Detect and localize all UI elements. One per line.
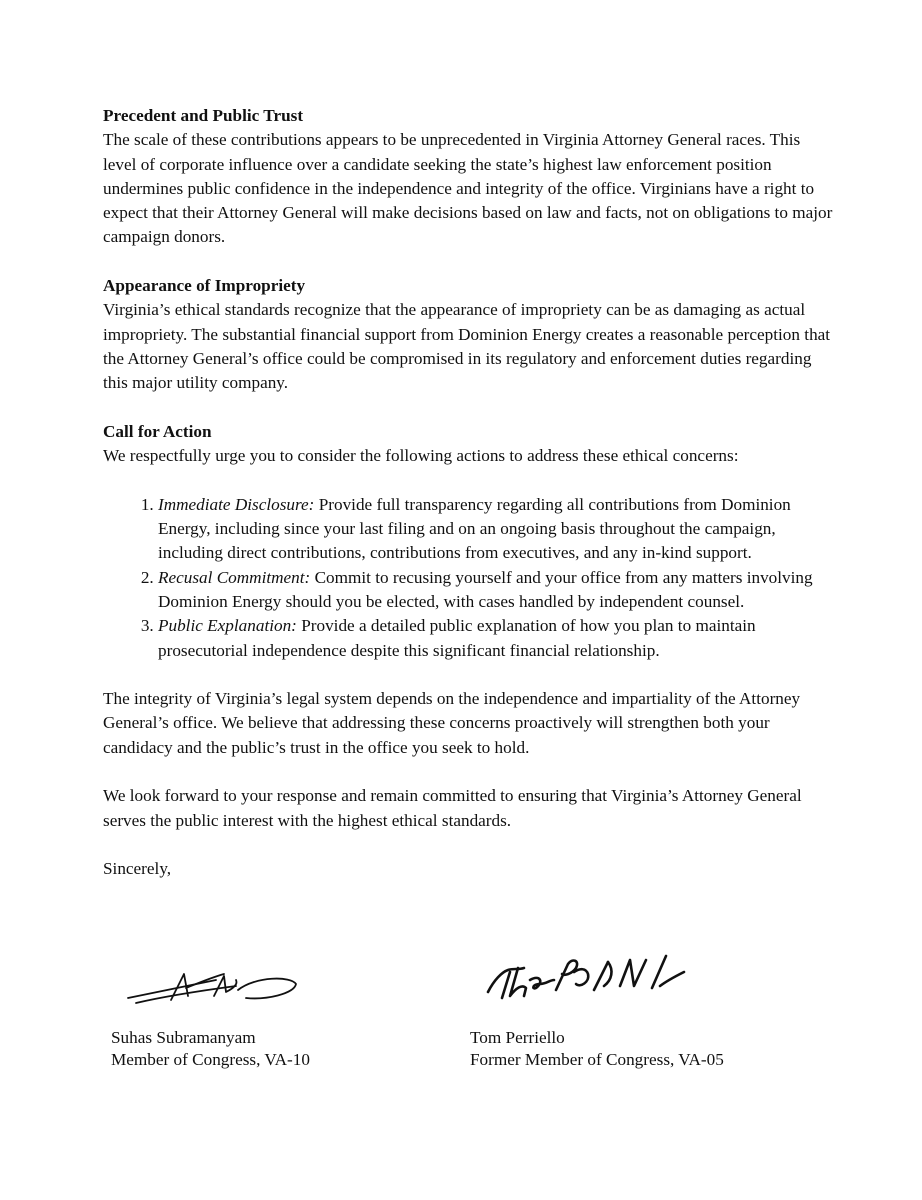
section-paragraph: The scale of these contributions appears to be unprecedented in Virginia Attorney General races. This level of corporate influence over a candidate seeking the state’s highest law enforcement position undermines public confidence in the independence and integrity of the office. Virginians have a right to expect that their Attorney General will make decisions based on law and facts, not on obligations to major campaign donors. [103, 130, 833, 247]
action-term: Immediate Disclosure: [158, 494, 315, 514]
letter-body [103, 104, 833, 882]
action-text: Commit to recusing yourself and your office from any matters involving Dominion Energy should you be elected, with cases handled by independent counsel. [158, 567, 813, 611]
list-item [158, 614, 833, 663]
closing-paragraph: The integrity of Virginia’s legal system depends on the independence and impartiality of the Attorney General’s office. We believe that addressing these concerns proactively will strengthen both your candidacy and the public’s trust in the office you seek to hold. [103, 689, 801, 757]
signatory-block-2 [470, 1027, 724, 1071]
section-heading: Call for Action [103, 421, 212, 441]
section-precedent [103, 104, 833, 250]
section-impropriety [103, 274, 833, 395]
signatory-title: Member of Congress, VA-10 [111, 1050, 310, 1069]
signatory-block-1 [111, 1027, 310, 1071]
section-call-for-action [103, 420, 833, 469]
signatory-name: Suhas Subramanyam [111, 1028, 256, 1047]
closing-paragraph: We look forward to your response and remain committed to ensuring that Virginia’s Attorney General serves the public interest with the highest ethical standards. [103, 786, 802, 830]
action-list [103, 493, 833, 663]
signature-perriello-image [484, 950, 689, 1005]
action-text: Provide full transparency regarding all contributions from Dominion Energy, including since your last filing and on an ongoing basis throughout the campaign, including direct contributions, contributions from executives, and any in-kind support. [158, 494, 791, 563]
list-item [158, 493, 833, 566]
signature-subramanyam-image [126, 966, 301, 1006]
list-item [158, 566, 833, 615]
section-heading: Precedent and Public Trust [103, 106, 304, 125]
signatory-title: Former Member of Congress, VA-05 [470, 1050, 724, 1069]
action-term: Public Explanation: [158, 616, 297, 636]
action-term: Recusal Commitment: [158, 567, 311, 587]
section-paragraph: We respectfully urge you to consider the following actions to address these ethical concerns: [103, 446, 739, 466]
section-heading: Appearance of Impropriety [103, 276, 306, 296]
section-paragraph: Virginia’s ethical standards recognize that the appearance of impropriety can be as damaging as actual impropriety. The substantial financial support from Dominion Energy creates a reasonable perception that the Attorney General’s office could be compromised in its regulatory and enforcement duties regarding this major utility company. [103, 300, 831, 393]
action-text: Provide a detailed public explanation of how you plan to maintain prosecutorial independence despite this significant financial relationship. [158, 616, 756, 660]
signoff: Sincerely, [103, 859, 172, 879]
signatory-name: Tom Perriello [470, 1028, 565, 1047]
